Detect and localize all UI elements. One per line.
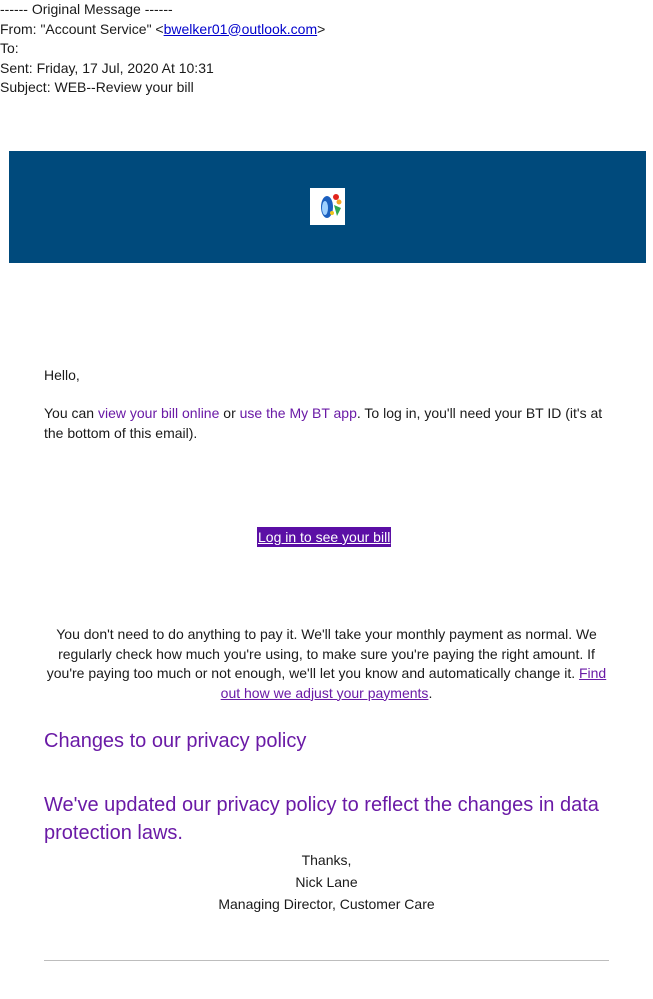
footer-divider <box>44 960 609 961</box>
from-prefix: From: "Account Service" < <box>0 20 164 37</box>
adjust-payments-link[interactable]: Find out how we adjust your payments <box>220 665 607 701</box>
privacy-heading: Changes to our privacy policy <box>44 730 307 752</box>
intro-text-2: or <box>219 405 240 421</box>
intro-paragraph <box>44 403 604 443</box>
sent-line: Sent: Friday, 17 Jul, 2020 At 10:31 <box>0 59 214 76</box>
payment-text: You don't need to do anything to pay it. We'll take your monthly payment as normal. We regularly check how much you're using, to make sure you're paying the right amount. If you're paying too much or not enough, we'll let you know and automatically change it. <box>46 626 597 681</box>
signature-name: Nick Lane <box>295 874 358 890</box>
signature-thanks: Thanks, <box>301 852 352 868</box>
sender-email-link[interactable]: bwelker01@outlook.com <box>163 20 318 37</box>
payment-end: . <box>428 684 433 701</box>
view-bill-online-link[interactable]: view your bill online <box>97 405 220 421</box>
email-header <box>0 0 325 98</box>
privacy-text: We've updated our privacy policy to reflect the changes in data protection laws. <box>44 794 599 844</box>
bt-logo-icon <box>310 188 345 225</box>
from-suffix: > <box>317 20 326 37</box>
intro-text-3: . To log in, you'll need your BT ID (it's at the bottom of this email). <box>44 405 603 441</box>
intro-text-1: You can <box>44 405 98 421</box>
login-button[interactable]: Log in to see your bill <box>258 529 391 545</box>
my-bt-app-link[interactable]: use the My BT app <box>239 405 357 421</box>
original-message-line: ------ Original Message ------ <box>0 1 173 17</box>
greeting: Hello, <box>44 367 80 383</box>
to-line: To: <box>0 40 19 56</box>
subject-line: Subject: WEB--Review your bill <box>0 79 194 95</box>
signature-title: Managing Director, Customer Care <box>218 896 435 912</box>
payment-info-paragraph <box>44 625 609 703</box>
signature-block <box>44 849 609 915</box>
from-line <box>0 20 325 40</box>
